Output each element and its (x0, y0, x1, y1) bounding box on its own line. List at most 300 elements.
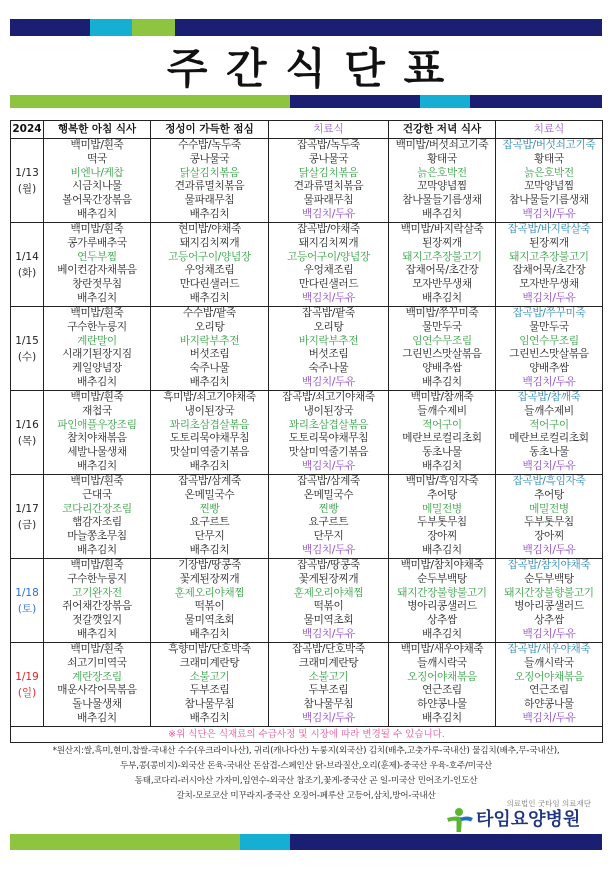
menu-item: 콩가루배추국 (67, 236, 127, 249)
menu-item: 배추김치 (189, 207, 230, 220)
menu-item: 오리탕 (313, 320, 344, 333)
menu-item: 젓갈깻잎지 (72, 614, 122, 627)
breakfast-cell (44, 643, 151, 727)
menu-item: 크래미계란탕 (179, 656, 240, 669)
menu-item: 햄감자조림 (72, 516, 122, 529)
menu-item: 백미밥/흰죽 (70, 475, 124, 487)
origin-line: 두부,콩(콩비지)-외국산 돈육-국내산 돈삼겹-스페인산 닭-브라질산,오리(훈제)-중국산 우육-호주/미국산 (120, 761, 492, 771)
menu-item: 잡곡밥/참깨죽 (517, 391, 581, 403)
menu-item: 백미밥/흰죽 (70, 559, 124, 571)
weekday-label: (수) (17, 350, 37, 363)
menu-item: 배추김치 (422, 627, 462, 640)
dinner-cell (389, 307, 496, 391)
menu-item: 병아리콩샐러드 (407, 600, 477, 613)
menu-item: 숙주나물 (308, 362, 349, 375)
menu-item: 두부톳무침 (417, 516, 467, 529)
menu-item: 늙은호박전 (524, 166, 574, 179)
lunch-diet-cell (269, 391, 389, 475)
date-cell (11, 559, 44, 643)
menu-item: 마늘쫑초무침 (67, 530, 127, 543)
menu-item: 오징어야채볶음 (514, 670, 584, 683)
breakfast-cell (44, 139, 151, 223)
menu-item: 물미역초회 (184, 614, 235, 627)
menu-item: 들깨수제비 (417, 404, 467, 417)
menu-item: 만다린샐러드 (298, 278, 359, 291)
menu-item: 배추김치 (189, 291, 230, 304)
menu-item: 우엉채조림 (184, 264, 235, 277)
menu-item: 메란브로컬리초회 (509, 432, 589, 445)
bottom-color-stripe (0, 834, 613, 850)
date-label: 1/15 (15, 334, 39, 347)
weekday-label: (월) (17, 182, 37, 195)
menu-item: 코다리간장조림 (62, 502, 132, 515)
menu-item: 배추김치 (77, 711, 117, 724)
menu-item: 떡국 (87, 152, 107, 165)
dinner-cell (389, 391, 496, 475)
menu-item: 물만두국 (529, 320, 569, 333)
menu-item: 잡곡밥/야채죽 (297, 223, 360, 235)
menu-item: 백김치/두유 (522, 711, 576, 724)
menu-item: 배추김치 (77, 207, 117, 220)
menu-item: 견과류멸치볶음 (174, 180, 245, 193)
menu-item: 그린빈스맛살볶음 (402, 348, 482, 361)
menu-item: 된장찌개 (422, 236, 462, 249)
menu-item: 베이컨감자채볶음 (57, 264, 137, 277)
day-row (11, 475, 603, 559)
menu-item: 숙주나물 (189, 362, 230, 375)
menu-item: 동초나물 (422, 446, 462, 459)
menu-item: 배추김치 (77, 375, 117, 388)
origin-info (10, 744, 602, 804)
menu-item: 잡곡밥/버섯쇠고기죽 (502, 139, 596, 151)
menu-item: 배추김치 (189, 543, 230, 556)
year-header: 2024 (11, 121, 44, 139)
menu-item: 비엔나/케찹 (70, 166, 124, 179)
menu-item: 현미밥/야채죽 (178, 223, 241, 235)
dinner-diet-cell (496, 643, 603, 727)
menu-change-notice: ※위 식단은 식재료의 수급사정 및 시장에 따라 변경될 수 있습니다. (11, 727, 603, 743)
menu-item: 오징어야채볶음 (407, 670, 477, 683)
menu-item: 배추김치 (422, 459, 462, 472)
menu-item: 백김치/두유 (302, 291, 355, 304)
day-row (11, 307, 603, 391)
menu-item: 꼬막양념찜 (417, 180, 467, 193)
stripe-segment (470, 95, 602, 108)
menu-item: 참나물무침 (303, 698, 354, 711)
menu-item: 시래기된장지짐 (62, 348, 132, 361)
menu-item: 백미밥/흑임자죽 (405, 475, 479, 487)
weekday-label: (토) (17, 602, 37, 615)
menu-item: 배추김치 (189, 711, 230, 724)
menu-item: 근대국 (82, 488, 112, 501)
menu-item: 모자반무생채 (519, 278, 579, 291)
menu-item: 메란브로컬리초회 (402, 432, 482, 445)
lunch-diet-cell (269, 643, 389, 727)
menu-item: 병아리콩샐러드 (514, 600, 584, 613)
menu-item: 구수한누룽지 (67, 572, 127, 585)
menu-item: 잡채어묵/초간장 (405, 264, 479, 277)
menu-item: 꽈리초삼겹살볶음 (169, 418, 250, 431)
menu-item: 수수밥/팥죽 (183, 307, 236, 319)
menu-item: 연근조림 (529, 684, 569, 697)
menu-item: 견과류멸치볶음 (293, 180, 364, 193)
menu-item: 크래미계란탕 (298, 656, 359, 669)
weekly-menu-table (10, 120, 603, 743)
page-title: 주 간 식 단 표 (166, 44, 447, 93)
dinner-diet-cell (496, 559, 603, 643)
lunch-cell (151, 643, 269, 727)
menu-item: 백김치/두유 (302, 375, 355, 388)
date-cell (11, 391, 44, 475)
weekday-label: (화) (17, 266, 37, 279)
menu-item: 흑미밥/쇠고기야채죽 (163, 391, 256, 403)
menu-item: 두부조림 (189, 684, 230, 697)
menu-item: 상추쌈 (427, 614, 457, 627)
stripe-segment (290, 95, 420, 108)
menu-item: 계란말이 (77, 334, 117, 347)
title-underline-stripe (0, 95, 613, 108)
origin-line: 동태,코다리-러시아산 가자미,임연수-외국산 참조기,꽃게-중국산 곤 일-미국산 민어조기-인도산 (134, 776, 478, 786)
menu-item: 돼지김치찌개 (179, 236, 240, 249)
menu-item: 양배추쌈 (529, 362, 569, 375)
menu-item: 재첩국 (82, 404, 112, 417)
menu-item: 백김치/두유 (522, 459, 576, 472)
day-row (11, 391, 603, 475)
menu-item: 배추김치 (189, 459, 230, 472)
menu-item: 쇠고기미역국 (67, 656, 127, 669)
breakfast-cell (44, 223, 151, 307)
menu-item: 백김치/두유 (302, 459, 355, 472)
menu-item: 돼지간장불향불고기 (397, 586, 487, 599)
menu-item: 황태국 (534, 152, 564, 165)
dinner-header: 건강한 저녁 식사 (389, 121, 496, 139)
lunch-diet-cell (269, 223, 389, 307)
dinner-cell (389, 559, 496, 643)
menu-item: 물만두국 (422, 320, 462, 333)
menu-item: 콩나물국 (308, 152, 349, 165)
menu-item: 백미밥/흰죽 (70, 307, 124, 319)
date-cell (11, 307, 44, 391)
menu-item: 돼지김치찌개 (298, 236, 359, 249)
menu-item: 두부조림 (308, 684, 349, 697)
menu-item: 요구르트 (189, 516, 230, 529)
dinner-diet-header: 치료식 (496, 121, 603, 139)
menu-item: 백김치/두유 (522, 375, 576, 388)
origin-line: *원산지:쌀,흑미,현미,찹쌀-국내산 수수(우크라이나산), 귀리(캐나다산) 누룽지(외국산) 김치(배추,고춧가루-국내산) 물김치(배추,무-국내산), (52, 746, 560, 756)
hospital-name: 타임요양병원 (476, 809, 581, 830)
menu-item: 백김치/두유 (302, 543, 355, 556)
menu-item: 잡곡밥/바지락살죽 (507, 223, 591, 235)
breakfast-cell (44, 391, 151, 475)
dinner-cell (389, 475, 496, 559)
dinner-diet-cell (496, 139, 603, 223)
menu-item: 메밀전병 (422, 502, 462, 515)
menu-item: 물미역초회 (303, 614, 354, 627)
menu-item: 배추김치 (422, 711, 462, 724)
menu-item: 돼지고추장불고기 (509, 250, 589, 263)
menu-item: 배추김치 (422, 207, 462, 220)
menu-item: 배추김치 (422, 375, 462, 388)
menu-item: 매운사각어묵볶음 (57, 684, 137, 697)
menu-item: 우엉채조림 (303, 264, 354, 277)
menu-item: 오리탕 (194, 320, 225, 333)
breakfast-cell (44, 475, 151, 559)
day-row (11, 643, 603, 727)
stripe-segment (290, 834, 602, 850)
menu-item: 돌나물생채 (72, 698, 122, 711)
menu-item: 황태국 (427, 152, 457, 165)
menu-item: 참치야채볶음 (67, 432, 127, 445)
menu-item: 연두부찜 (77, 250, 117, 263)
date-label: 1/19 (15, 670, 39, 683)
menu-item: 도토리묵야채무침 (169, 432, 250, 445)
menu-item: 배추김치 (422, 543, 462, 556)
menu-item: 잡곡밥/쭈꾸미죽 (512, 307, 586, 319)
menu-item: 잡곡밥/삼계죽 (297, 475, 360, 487)
menu-item: 떡볶이 (194, 600, 225, 613)
menu-item: 잡곡밥/새우야채죽 (507, 643, 591, 655)
menu-item: 기장밥/땅콩죽 (178, 559, 241, 571)
menu-item: 연근조림 (422, 684, 462, 697)
hospital-logo-icon (446, 807, 474, 833)
menu-item: 구수한누룽지 (67, 320, 127, 333)
menu-item: 맛살미역줄기볶음 (169, 446, 250, 459)
lunch-header: 정성이 가득한 점심 (151, 121, 269, 139)
lunch-diet-cell (269, 475, 389, 559)
lunch-diet-cell (269, 139, 389, 223)
menu-item: 백미밥/새우야채죽 (400, 643, 484, 655)
menu-item: 돼지간장불향불고기 (504, 586, 594, 599)
menu-item: 물파래무침 (303, 194, 354, 207)
menu-item: 된장찌개 (529, 236, 569, 249)
breakfast-cell (44, 307, 151, 391)
weekday-label: (금) (17, 518, 37, 531)
menu-item: 백김치/두유 (302, 711, 355, 724)
lunch-diet-cell (269, 307, 389, 391)
menu-item: 계란장조림 (72, 670, 122, 683)
stripe-segment (175, 19, 602, 36)
date-cell (11, 223, 44, 307)
menu-item: 양배추쌈 (422, 362, 462, 375)
menu-item: 잡곡밥/참치야채죽 (507, 559, 591, 571)
menu-item: 바지락부추전 (298, 334, 359, 347)
menu-item: 도토리묵야채무침 (288, 432, 369, 445)
date-cell (11, 643, 44, 727)
menu-item: 온메밀국수 (184, 488, 235, 501)
menu-item: 수수밥/녹두죽 (178, 139, 241, 151)
menu-item: 배추김치 (189, 627, 230, 640)
breakfast-header: 행복한 아침 식사 (44, 121, 151, 139)
lunch-cell (151, 391, 269, 475)
day-row (11, 139, 603, 223)
menu-item: 임연수무조림 (519, 334, 579, 347)
menu-item: 물파래무침 (184, 194, 235, 207)
dinner-diet-cell (496, 223, 603, 307)
menu-item: 배추김치 (77, 459, 117, 472)
menu-item: 훈제오리야채찜 (293, 586, 364, 599)
menu-item: 단무지 (313, 530, 344, 543)
menu-item: 들깨시락국 (417, 656, 467, 669)
menu-item: 백김치/두유 (522, 627, 576, 640)
lunch-cell (151, 223, 269, 307)
menu-item: 훈제오리야채찜 (174, 586, 245, 599)
breakfast-cell (44, 559, 151, 643)
menu-item: 잡곡밥/삼계죽 (178, 475, 241, 487)
menu-item: 백미밥/흰죽 (70, 139, 124, 151)
menu-item: 닭살김치볶음 (179, 166, 240, 179)
lunch-diet-header: 치료식 (269, 121, 389, 139)
menu-item: 동초나물 (529, 446, 569, 459)
menu-item: 돼지고추장불고기 (402, 250, 482, 263)
stripe-segment (10, 834, 240, 850)
menu-item: 잡곡밥/쇠고기야채죽 (282, 391, 375, 403)
menu-item: 순두부백탕 (524, 572, 574, 585)
foundation-name: 의료법인 굿타임 의료재단 (506, 799, 591, 808)
stripe-segment (240, 834, 290, 850)
menu-item: 장아찌 (534, 530, 564, 543)
dinner-diet-cell (496, 475, 603, 559)
menu-item: 단무지 (194, 530, 225, 543)
menu-item: 쥐어채간장볶음 (62, 600, 132, 613)
menu-item: 모자반무생채 (412, 278, 472, 291)
date-label: 1/18 (15, 586, 39, 599)
lunch-cell (151, 139, 269, 223)
menu-item: 고등어구이/양념장 (287, 250, 370, 263)
menu-item: 백김치/두유 (522, 291, 576, 304)
menu-item: 백김치/두유 (302, 627, 355, 640)
menu-item: 찐빵 (199, 502, 220, 515)
menu-item: 백미밥/흰죽 (70, 223, 124, 235)
dinner-diet-cell (496, 307, 603, 391)
stripe-segment (10, 95, 290, 108)
date-label: 1/14 (15, 250, 39, 263)
day-row (11, 223, 603, 307)
menu-item: 백미밥/참치야채죽 (400, 559, 484, 571)
menu-item: 들깨수제비 (524, 404, 574, 417)
menu-item: 케일양념장 (72, 362, 122, 375)
menu-item: 꼬막양념찜 (524, 180, 574, 193)
menu-item: 콩나물국 (189, 152, 230, 165)
lunch-cell (151, 475, 269, 559)
menu-item: 잡곡밥/흑임자죽 (512, 475, 586, 487)
menu-item: 온메밀국수 (303, 488, 354, 501)
weekday-label: (일) (17, 686, 37, 699)
menu-item: 맛살미역줄기볶음 (288, 446, 369, 459)
menu-item: 잡곡밥/팥죽 (302, 307, 355, 319)
menu-item: 잡채어묵/초간장 (512, 264, 586, 277)
menu-item: 그린빈스맛살볶음 (509, 348, 589, 361)
menu-item: 하얀콩나물 (524, 698, 574, 711)
menu-item: 잡곡밥/땅콩죽 (297, 559, 360, 571)
menu-item: 백미밥/흰죽 (70, 643, 124, 655)
menu-item: 들깨시락국 (524, 656, 574, 669)
menu-item: 요구르트 (308, 516, 349, 529)
menu-item: 바지락부추전 (179, 334, 240, 347)
notice-row (11, 727, 603, 743)
menu-item: 추어탕 (534, 488, 564, 501)
dinner-diet-cell (496, 391, 603, 475)
menu-item: 참나물무침 (184, 698, 235, 711)
menu-item: 백미밥/쭈꾸미죽 (405, 307, 479, 319)
origin-line: 갈치-모로코산 미꾸라지-중국산 오징어-페루산 고등어,삼치,방어-국내산 (176, 791, 436, 801)
weekday-label: (목) (17, 434, 37, 447)
menu-item: 추어탕 (427, 488, 457, 501)
menu-item: 배추김치 (422, 291, 462, 304)
stripe-segment (132, 19, 175, 36)
menu-item: 소불고기 (189, 670, 230, 683)
menu-item: 참나물들기름생채 (402, 194, 482, 207)
menu-item: 버섯조림 (308, 348, 349, 361)
menu-item: 잡곡밥/단호박죽 (292, 643, 365, 655)
stripe-segment (90, 19, 132, 36)
menu-item: 적어구이 (422, 418, 462, 431)
menu-item: 고기완자전 (72, 586, 122, 599)
menu-item: 백김치/두유 (522, 207, 576, 220)
menu-item: 찐빵 (318, 502, 339, 515)
menu-item: 만다린샐러드 (179, 278, 240, 291)
menu-item: 백미밥/버섯쇠고기죽 (395, 139, 489, 151)
date-label: 1/16 (15, 418, 39, 431)
dinner-cell (389, 139, 496, 223)
menu-item: 메밀전병 (529, 502, 569, 515)
lunch-cell (151, 559, 269, 643)
menu-item: 냉이된장국 (303, 404, 354, 417)
menu-item: 배추김치 (77, 627, 117, 640)
menu-item: 참나물들기름생채 (509, 194, 589, 207)
stripe-segment (420, 95, 470, 108)
menu-item: 하얀콩나물 (417, 698, 467, 711)
menu-item: 세발나물생채 (67, 446, 127, 459)
menu-item: 순두부백탕 (417, 572, 467, 585)
menu-item: 임연수무조림 (412, 334, 472, 347)
stripe-segment (10, 19, 90, 36)
menu-item: 냉이된장국 (184, 404, 235, 417)
menu-item: 두부톳무침 (524, 516, 574, 529)
menu-item: 백미밥/참깨죽 (410, 391, 474, 403)
header-row (11, 121, 603, 139)
menu-item: 적어구이 (529, 418, 569, 431)
menu-item: 백미밥/바지락살죽 (400, 223, 484, 235)
menu-item: 버섯조림 (189, 348, 230, 361)
lunch-cell (151, 307, 269, 391)
menu-item: 늙은호박전 (417, 166, 467, 179)
day-row (11, 559, 603, 643)
menu-item: 배추김치 (77, 543, 117, 556)
menu-item: 파인애플우장조림 (57, 418, 137, 431)
menu-item: 꽃게된장찌개 (179, 572, 240, 585)
date-label: 1/17 (15, 502, 39, 515)
menu-item: 배추김치 (77, 291, 117, 304)
dinner-cell (389, 223, 496, 307)
menu-item: 닭살김치볶음 (298, 166, 359, 179)
menu-item: 배추김치 (189, 375, 230, 388)
menu-item: 흑향미밥/단호박죽 (168, 643, 251, 655)
menu-item: 상추쌈 (534, 614, 564, 627)
menu-item: 창란젓무침 (72, 278, 122, 291)
menu-item: 떡볶이 (313, 600, 344, 613)
menu-item: 장아찌 (427, 530, 457, 543)
date-cell (11, 475, 44, 559)
date-cell (11, 139, 44, 223)
menu-item: 백김치/두유 (302, 207, 355, 220)
menu-item: 잡곡밥/녹두죽 (297, 139, 360, 151)
menu-item: 볼어묵간장볶음 (62, 194, 132, 207)
menu-item: 백김치/두유 (522, 543, 576, 556)
date-label: 1/13 (15, 166, 39, 179)
dinner-cell (389, 643, 496, 727)
top-color-stripe (0, 19, 613, 36)
menu-item: 고등어구이/양념장 (168, 250, 251, 263)
